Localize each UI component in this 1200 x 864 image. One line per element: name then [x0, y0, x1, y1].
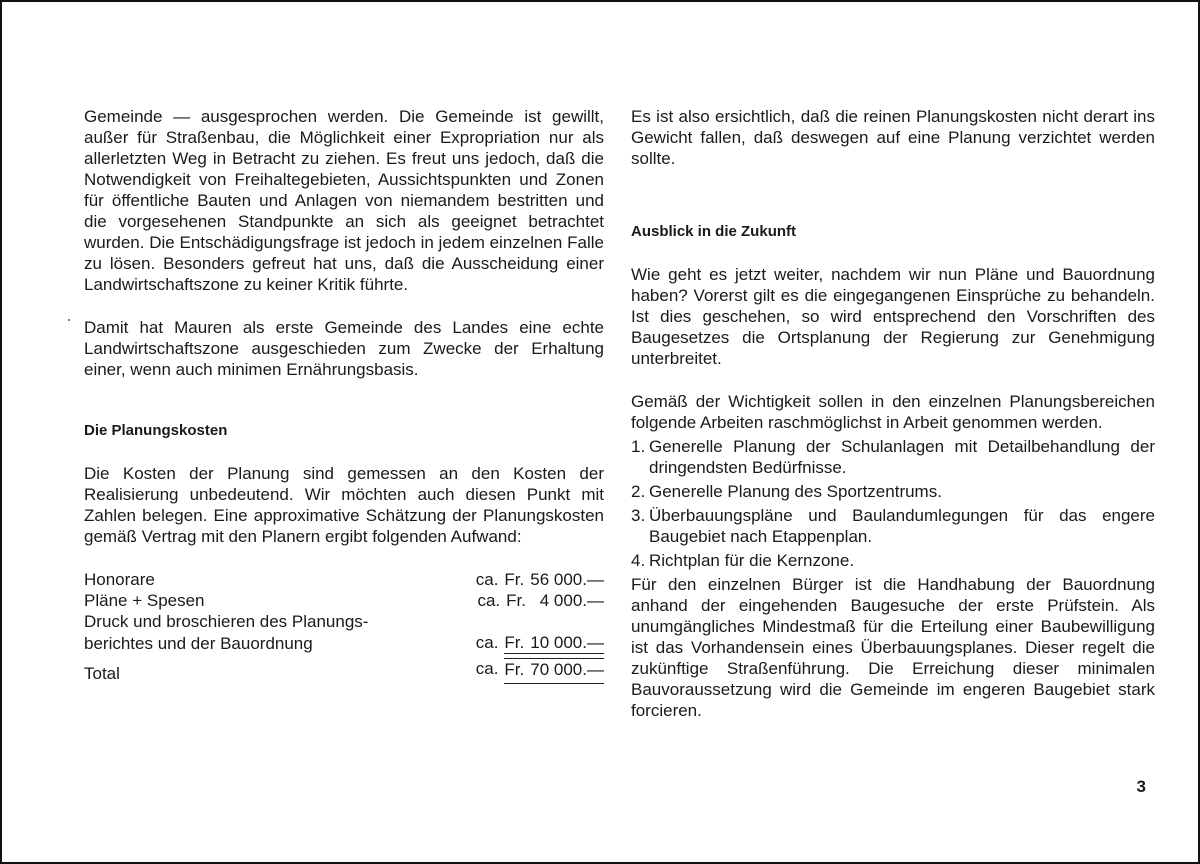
cost-amount: 10 000.—	[530, 633, 604, 652]
left-column	[84, 106, 604, 684]
cost-label: Druck und broschieren des Planungs-	[84, 612, 369, 631]
right-paragraph-1: Es ist also ersichtlich, daß die reinen Planungskosten nicht derart ins Gewicht fallen, daß deswegen auf eine Planung verzichtet werden sollte.	[631, 107, 1155, 168]
cost-ca: ca.	[475, 570, 499, 589]
speck	[68, 319, 70, 321]
cost-row	[84, 569, 604, 590]
cost-fr: Fr.	[504, 633, 525, 652]
heading-ausblick: Ausblick in die Zukunft	[631, 223, 797, 240]
right-column	[631, 106, 1155, 721]
cost-row	[84, 632, 604, 654]
total-fr: Fr.	[504, 660, 525, 679]
cost-ca: ca.	[477, 591, 501, 610]
left-paragraph-3: Die Kosten der Planung sind gemessen an den Kosten der Realisierung unbedeutend. Wir möchten auch diesen Punkt mit Zahlen belegen. Eine approximative Schätzung der Planungskosten gemäß Vertrag mit den Planern ergibt folgenden Aufwand:	[84, 464, 604, 546]
cost-amount: 4 000.—	[539, 591, 604, 610]
cost-label: berichtes und der Bauordnung	[84, 634, 313, 653]
left-paragraph-2: Damit hat Mauren als erste Gemeinde des Landes eine echte Landwirtschaftszone ausgeschieden zum Zwecke der Erhaltung einer, wenn auch minimen Ernährungsbasis.	[84, 318, 604, 379]
list-item: 1. Generelle Planung der Schulanlagen mit Detailbehandlung der dringendsten Bedürfnisse.	[631, 437, 1155, 477]
cost-table	[84, 569, 604, 684]
list-item: 4. Richtplan für die Kernzone.	[631, 551, 855, 570]
task-list	[631, 436, 1155, 571]
page-number: 3	[1136, 777, 1146, 796]
heading-planungskosten: Die Planungskosten	[84, 422, 228, 439]
right-paragraph-3: Gemäß der Wichtigkeit sollen in den einzelnen Planungsbereichen folgende Arbeiten raschmöglichst in Arbeit genommen werden.	[631, 392, 1155, 432]
cost-label: Pläne + Spesen	[84, 591, 205, 610]
total-ca: ca.	[475, 659, 499, 678]
cost-row	[84, 590, 604, 611]
left-paragraph-1: Gemeinde — ausgesprochen werden. Die Gemeinde ist gewillt, außer für Straßenbau, die Möglichkeit einer Expropriation nur als allerletzten Weg in Betracht zu ziehen. Es freut uns jedoch, daß die Notwendigkeit von Freihaltegebieten, Aussichtspunkten und Zonen für öffentliche Bauten und Anlagen von niemandem bestritten und die vorgesehenen Standpunkte an sich als geeignet betrachtet wurden. Die Entschädigungsfrage ist jedoch in jedem einzelnen Falle zu lösen. Besonders gefreut hat uns, daß die Ausscheidung einer Landwirtschaftszone zu keiner Kritik führte.	[84, 107, 604, 294]
cost-fr: Fr.	[504, 570, 525, 589]
cost-total-row	[84, 658, 604, 684]
cost-ca: ca.	[475, 633, 499, 652]
cost-fr: Fr.	[506, 591, 526, 610]
cost-row	[84, 611, 604, 632]
right-paragraph-4: Für den einzelnen Bürger ist die Handhabung der Bauordnung anhand der eingehenden Baugesuche der erste Prüfstein. Als unumgängliches Mindestmaß für die Erteilung einer Baubewilligung ist das Vorhandensein eines Überbauungsplanes. Dieser regelt die zukünftige Straßenführung. Die Erreichung dieser minimalen Bauvoraussetzung wird die Gemeinde im engeren Baugebiet stark forcieren.	[631, 575, 1155, 720]
total-label: Total	[84, 664, 120, 683]
right-paragraph-2: Wie geht es jetzt weiter, nachdem wir nun Pläne und Bauordnung haben? Vorerst gilt es die eingegangenen Einsprüche zu behandeln. Ist dies geschehen, so wird entsprechend den Vorschriften des Baugesetzes die Ortsplanung der Regierung zur Genehmigung unterbreitet.	[631, 265, 1155, 368]
total-amount: 70 000.—	[530, 660, 604, 679]
cost-label: Honorare	[84, 570, 155, 589]
cost-amount: 56 000.—	[530, 570, 604, 589]
list-item: 3. Überbauungspläne und Baulandumlegungen für das engere Baugebiet nach Etappenplan.	[631, 506, 1155, 546]
list-item: 2. Generelle Planung des Sportzentrums.	[631, 482, 942, 501]
